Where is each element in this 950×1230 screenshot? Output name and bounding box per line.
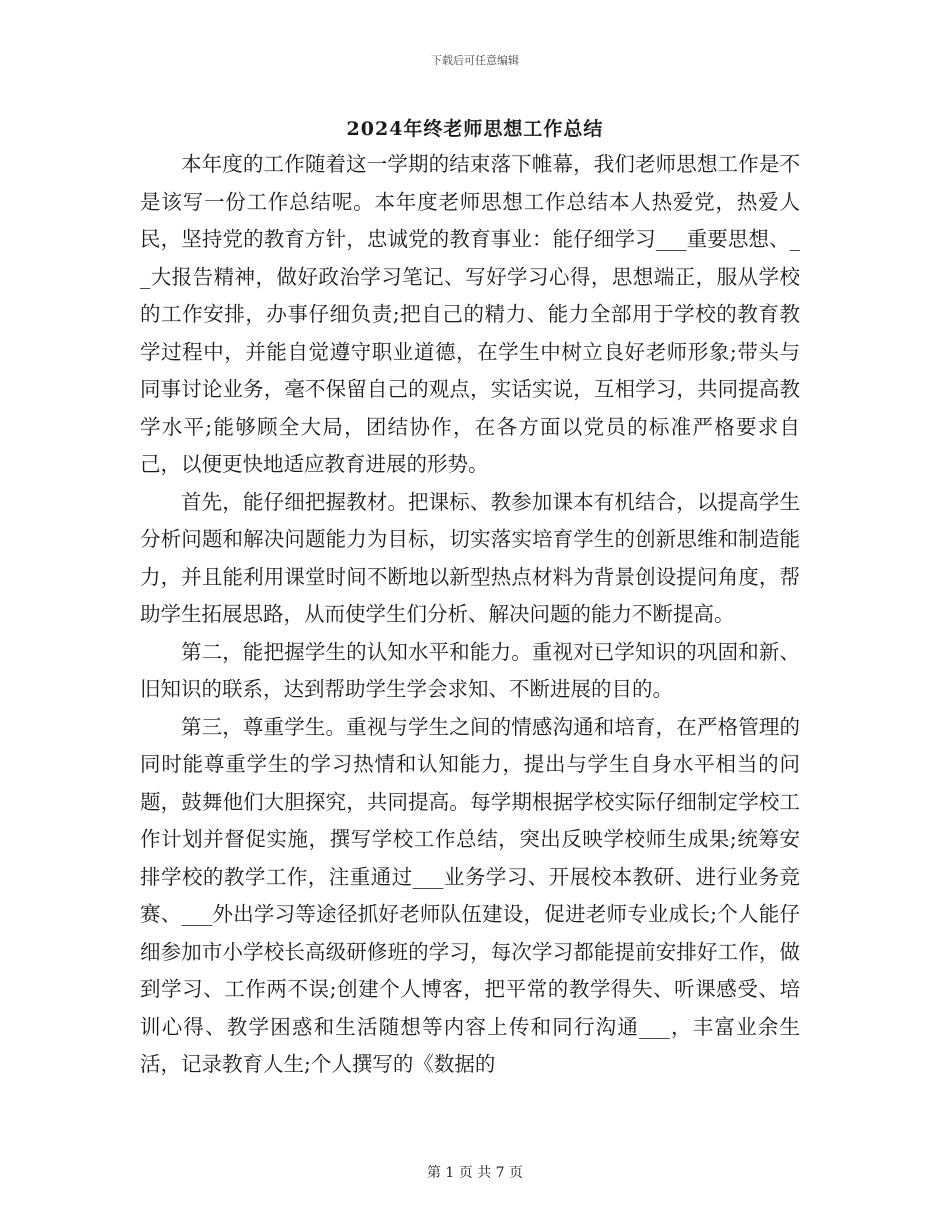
paragraph-4: 第三，尊重学生。重视与学生之间的情感沟通和培育，在严格管理的同时能尊重学生的学习热情和认知能力，提出与学生自身水平相当的问题，鼓舞他们大胆探究，共同提高。每学期根据学校实际仔细制定学校工作计划并督促实施，撰写学校工作总结，突出反映学校师生成果;统筹安排学校的教学工作，注重通过___业务学习、开展校本教研、进行业务竞赛、___外出学习等途径抓好老师队伍建设，促进老师专业成长;个人能仔细参加市小学校长高级研修班的学习，每次学习都能提前安排好工作，做到学习、工作两不误;创建个人博客，把平常的教学得失、听课感受、培训心得、教学困惑和生活随想等内容上传和同行沟通___，丰富业余生活，记录教育人生;个人撰写的《数据的 [140,714,800,1076]
document-title: 2024年终老师思想工作总结 [346,118,604,140]
paragraph-2: 首先，能仔细把握教材。把课标、教参加课本有机结合，以提高学生分析问题和解决问题能力为目标，切实落实培育学生的创新思维和制造能力，并且能利用课堂时间不断地以新型热点材料为背景创设提问角度，帮助学生拓展思路，从而使学生们分析、解决问题的能力不断提高。 [140,489,800,626]
page-number: 第 1 页 共 7 页 [426,1165,524,1181]
paragraph-1: 本年度的工作随着这一学期的结束落下帷幕，我们老师思想工作是不是该写一份工作总结呢。本年度老师思想工作总结本人热爱党，热爱人民，坚持党的教育方针，忠诚党的教育事业：能仔细学习___重要思想、__大报告精神，做好政治学习笔记、写好学习心得，思想端正，服从学校的工作安排，办事仔细负责;把自己的精力、能力全部用于学校的教育教学过程中，并能自觉遵守职业道德，在学生中树立良好老师形象;带头与同事讨论业务，毫不保留自己的观点，实话实说，互相学习，共同提高教学水平;能够顾全大局，团结协作，在各方面以党员的标准严格要求自己，以便更快地适应教育进展的形势。 [140,152,800,476]
document-body [140,146,800,1084]
paragraph-3: 第二，能把握学生的认知水平和能力。重视对已学知识的巩固和新、旧知识的联系，达到帮助学生学会求知、不断进展的目的。 [140,639,800,701]
header-note: 下载后可任意编辑 [431,54,519,67]
